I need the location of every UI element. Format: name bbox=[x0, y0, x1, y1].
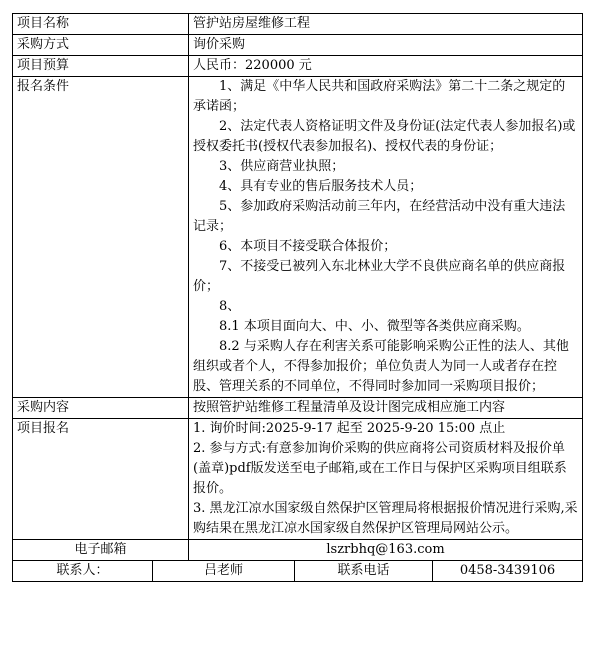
registration-item: 2. 参与方式:有意参加询价采购的供应商将公司资质材料及报价单(盖章)pdf版发送至电子邮箱,或在工作日与保护区采购项目组联系报价。 bbox=[193, 441, 567, 496]
procurement-table bbox=[12, 13, 583, 582]
condition-item: 8、 bbox=[219, 299, 241, 314]
row-method bbox=[13, 35, 583, 56]
condition-item: 2、法定代表人资格证明文件及身份证(法定代表人参加报名)或授权委托书(授权代表参加报名)、授权代表的身份证； bbox=[193, 119, 576, 154]
condition-item: 5、参加政府采购活动前三年内，在经营活动中没有重大违法记录； bbox=[193, 199, 566, 234]
condition-item: 3、供应商营业执照； bbox=[219, 159, 345, 174]
project-name-value: 管护站房屋维修工程 bbox=[189, 14, 583, 35]
phone-value: 0458-3439106 bbox=[433, 561, 583, 582]
row-budget bbox=[13, 56, 583, 77]
budget-value: 人民币：220000 元 bbox=[189, 56, 583, 77]
condition-item: 1、满足《中华人民共和国政府采购法》第二十二条之规定的承诺函； bbox=[193, 79, 566, 114]
row-email bbox=[13, 540, 583, 561]
contact-name: 吕老师 bbox=[153, 561, 295, 582]
row-conditions bbox=[13, 77, 583, 398]
row-project-name bbox=[13, 14, 583, 35]
condition-item: 6、本项目不接受联合体报价； bbox=[219, 239, 397, 254]
content-label: 采购内容 bbox=[13, 398, 189, 419]
registration-list bbox=[189, 419, 583, 540]
method-value: 询价采购 bbox=[189, 35, 583, 56]
condition-item: 8.2 与采购人存在利害关系可能影响采购公正性的法人、其他组织或者个人，不得参加报价；单位负责人为同一人或者存在控股、管理关系的不同单位，不得同时参加同一采购项目报价； bbox=[193, 339, 569, 394]
condition-item: 8.1 本项目面向大、中、小、微型等各类供应商采购。 bbox=[219, 319, 530, 334]
method-label: 采购方式 bbox=[13, 35, 189, 56]
email-value[interactable]: lszrbhq@163.com bbox=[189, 540, 583, 561]
condition-item: 4、具有专业的售后服务技术人员； bbox=[219, 179, 423, 194]
budget-label: 项目预算 bbox=[13, 56, 189, 77]
row-contact bbox=[13, 561, 583, 582]
phone-label: 联系电话 bbox=[295, 561, 433, 582]
row-registration bbox=[13, 419, 583, 540]
content-value: 按照管护站维修工程量清单及设计图完成相应施工内容 bbox=[189, 398, 583, 419]
row-content bbox=[13, 398, 583, 419]
registration-label: 项目报名 bbox=[13, 419, 189, 540]
conditions-list bbox=[189, 77, 583, 398]
contact-label: 联系人： bbox=[13, 561, 153, 582]
registration-item: 3. 黑龙江凉水国家级自然保护区管理局将根据报价情况进行采购,采购结果在黑龙江凉水国家级自然保护区管理局网站公示。 bbox=[193, 501, 578, 536]
conditions-label: 报名条件 bbox=[13, 77, 189, 398]
email-label: 电子邮箱 bbox=[13, 540, 189, 561]
condition-item: 7、不接受已被列入东北林业大学不良供应商名单的供应商报价； bbox=[193, 259, 566, 294]
registration-item: 1. 询价时间:2025-9-17 起至 2025-9-20 15:00 点止 bbox=[193, 421, 506, 436]
project-name-label: 项目名称 bbox=[13, 14, 189, 35]
